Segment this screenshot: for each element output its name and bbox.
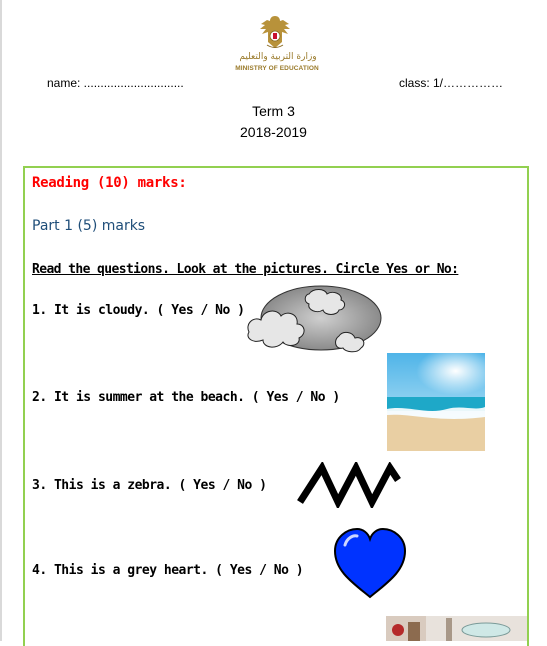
blue-heart-image xyxy=(333,527,407,601)
beach-image xyxy=(387,353,485,451)
ministry-english-name: MINISTRY OF EDUCATION xyxy=(235,65,319,72)
part-title: Part 1 (5) marks xyxy=(32,218,146,234)
ministry-arabic-name: وزارة التربية والتعليم xyxy=(239,52,317,62)
instructions: Read the questions. Look at the pictures. Circle Yes or No: xyxy=(32,262,459,277)
section-title: Reading (10) marks: xyxy=(32,175,187,191)
question-2[interactable]: 2. It is summer at the beach. ( Yes / No ) xyxy=(32,390,340,405)
school-year: 2018-2019 xyxy=(240,124,307,140)
class-field[interactable]: class: 1/…………… xyxy=(399,76,504,90)
term-label: Term 3 xyxy=(252,103,295,119)
student-name-field[interactable]: name: .............................. xyxy=(47,76,184,90)
zigzag-line-image xyxy=(296,462,402,508)
uae-emblem-logo xyxy=(255,12,295,52)
question-3[interactable]: 3. This is a zebra. ( Yes / No ) xyxy=(32,478,267,493)
cloudy-sky-image xyxy=(243,284,383,354)
partial-room-image xyxy=(386,616,527,641)
question-4[interactable]: 4. This is a grey heart. ( Yes / No ) xyxy=(32,563,304,578)
page-edge xyxy=(0,0,2,641)
question-1[interactable]: 1. It is cloudy. ( Yes / No ) xyxy=(32,303,245,318)
